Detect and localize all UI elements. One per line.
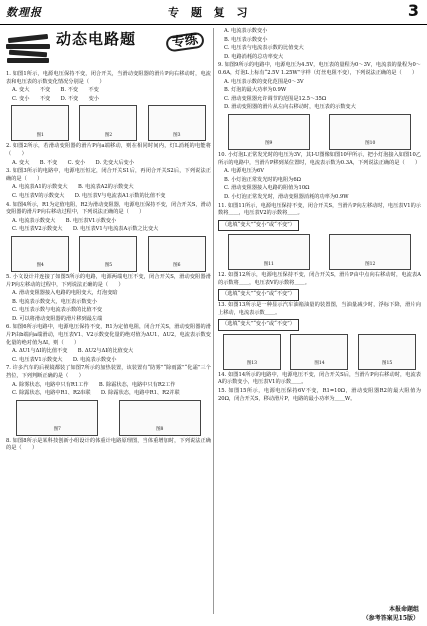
- footer-answer-note: （参考答案见15版）: [362, 615, 419, 622]
- circuit-figure: [329, 114, 411, 150]
- answer-option: C. 电压表V1示数变大 D. 电流表示数变小: [12, 356, 117, 363]
- answer-option: A. 电流表示数变大 B. 电压表V1示数变小: [12, 217, 117, 224]
- circuit-figure: [79, 105, 137, 141]
- answer-option: C. 电压表V的示数变大 D. 电压表V与电流表A1示数的比值不变: [12, 192, 166, 199]
- figure-caption: 图8: [156, 427, 164, 433]
- page-header: [0, 0, 427, 25]
- figure-row: [218, 234, 421, 270]
- figure-caption: 图15: [382, 361, 393, 367]
- figure-caption: 图6: [173, 263, 181, 269]
- figure-caption: 图9: [265, 141, 273, 147]
- figure-caption: 图10: [365, 141, 376, 147]
- figure-caption: 图4: [36, 263, 44, 269]
- figure-caption: 图7: [53, 427, 61, 433]
- answer-option: C. 除露状态，电路中R1、R2串联 D. 除霜状态，电路中R1、R2并联: [12, 390, 180, 397]
- question-text: 14. 如图14所示的电路中，电源电压不变，闭合开关S后，当滑片P向右移动时，电流表A的示数变小，电压表V1的示数＿＿。: [218, 371, 421, 386]
- left-column: [6, 28, 211, 454]
- answer-option: C. 电压表V2示数变大 D. 电压表V1与电流表A示数之比变大: [12, 226, 159, 233]
- question-text: 15. 如图15所示，电源电压保持6V不变，R1=10Ω，滑动变阻器R2的最大阻值为20Ω，闭合开关S，移动滑片P，电路的最小功率为＿＿W。: [218, 388, 421, 402]
- answer-option: A. 电压表示数的变化范围是0～3V: [224, 78, 304, 85]
- figure-caption: 图13: [246, 361, 257, 367]
- answer-option: A. 电源电压为6V: [224, 168, 265, 175]
- circuit-figure: [290, 334, 348, 370]
- answer-option: A. 电流表A1的示数变大 B. 电流表A2的示数变大: [12, 184, 134, 191]
- question-text: 6. 如图6所示电路中，电源电压保持不变，R1为定值电阻，闭合开关S，滑动变阻器的滑片P由b端向a端滑动，电压表V1、V2示数变化量的绝对值为ΔU1、ΔU2，电流表示数变化量的绝对值为ΔI，则（ ）: [6, 324, 211, 346]
- figure-row: [6, 400, 211, 436]
- question-text: 7. 许多汽车的后视镜都装了如图7所示的加热装置，该装置有“防雾”“除雨露”“化霜”三个挡位，下列判断正确的是（ ）: [6, 365, 211, 380]
- answer-option: A. 除雾状态，电路中只有R1工作 B. 除霜状态，电路中只有R2工作: [12, 381, 176, 388]
- banner-title: 动态电路题: [56, 30, 137, 48]
- answer-hint-box: （选填“变大”“变小”或“不变”）: [218, 319, 299, 331]
- books-icon: [6, 32, 52, 64]
- banner-stamp: 专练: [165, 31, 205, 52]
- figure-row: [6, 105, 211, 141]
- figure-caption: 图1: [36, 132, 44, 138]
- footer-credit: 本报命题组: [388, 606, 419, 613]
- section-title: 专 题 复 习: [168, 6, 252, 19]
- question-text: 13. 如图13所示是一种显示汽车油箱油量的装置图，当油量减少时，浮标下降，滑片向上移动，电流表示数＿＿。: [218, 302, 421, 316]
- figure-caption: 图2: [104, 132, 113, 138]
- column-divider: [213, 28, 214, 614]
- right-column: [218, 28, 421, 404]
- answer-option: D. 滑动变阻器的滑片从左向右移动时，电压表的示数变大: [224, 104, 356, 111]
- answer-option: A. 变大 不变 B. 不变 不变: [12, 87, 99, 94]
- answer-option: D. 小灯泡正常发光时，滑动变阻器消耗的功率为0.9W: [224, 193, 349, 200]
- answer-option: A. 电流表示数变小: [224, 28, 268, 34]
- question-text: 9. 如图9所示的电路中，电源电压为4.5V，电压表的量程为0～3V，电流表的量程为0～0.6A，灯泡L上标有“2.5V 1.25W”字样（灯丝电阻不变），下列说法正确的是（ ）: [218, 62, 421, 76]
- answer-option: A. 变大 B. 不变 C. 变小 D. 先变大后变小: [12, 159, 134, 166]
- answer-option: B. 小灯泡正常发光时的电阻为6Ω: [224, 176, 301, 183]
- question-text: 12. 如图12所示，电源电压保持不变，闭合开关S，滑片P由中点向右移动时，电流表A的示数将＿＿，电压表V的示数将＿＿。: [218, 272, 421, 286]
- answer-option: C. 电压表示数与电流表示数的比值不变: [12, 307, 103, 314]
- answer-hint-box: （选填“变大”“变小”或“不变”）: [218, 220, 299, 232]
- circuit-figure: [228, 114, 310, 150]
- circuit-figure: [16, 400, 98, 436]
- question-text: 8. 如图8所示是某科技创新小组设计的体重计电路原理图，当体重增加时，下列说法正确的是（ ）: [6, 437, 211, 452]
- circuit-figure: [329, 234, 411, 270]
- question-text: 10. 小灯泡L正常发光时的电压为3V，其I-U图像如图10甲所示，把小灯泡接入如图10乙所示的电路中，当滑片P移到某位置时，电流表示数为0.3A，下列说法正确的是（ ）: [218, 151, 421, 166]
- topic-banner: [6, 28, 211, 68]
- question-text: 2. 如图2所示，若滑动变阻器的滑片P向a端移动，则在相同时间内，灯L消耗的电能将（ ）: [6, 143, 211, 157]
- answer-option: C. 滑动变阻器允许调节的范围是12.5～35Ω: [224, 95, 327, 102]
- newspaper-logo: 数理报: [6, 6, 42, 19]
- answer-option: A. 滑动变阻器接入电路的电阻变大，灯泡变暗: [12, 290, 118, 297]
- circuit-figure: [358, 334, 416, 370]
- circuit-figure: [148, 236, 206, 272]
- circuit-figure: [11, 236, 69, 272]
- question-text: 3. 如图3所示的电路中，电源电压恒定，闭合开关S1后，再闭合开关S2后，下列说法正确的是（ ）: [6, 168, 211, 182]
- answer-option: C. 电压表与电流表示数的比值变大: [224, 45, 304, 52]
- question-text: 11. 如图11所示，电源电压保持不变，闭合开关S，当滑片P向左移动时，电压表V1的示数将＿＿，电压表V2的示数将＿＿。: [218, 202, 421, 217]
- question-text: 4. 如图4所示，R1为定值电阻，R2为滑动变阻器，电源电压保持不变，闭合开关S，滑动变阻器的滑片P向右移动过程中，下列说法正确的是（ ）: [6, 201, 211, 216]
- answer-option: B. 电流表示数变大，电压表示数变小: [12, 298, 97, 305]
- figure-row: [218, 334, 421, 370]
- circuit-figure: [223, 334, 281, 370]
- circuit-figure: [119, 400, 201, 436]
- circuit-figure: [148, 105, 206, 141]
- figure-caption: 图5: [104, 263, 113, 269]
- answer-option: C. 滑动变阻器接入电路的阻值为10Ω: [224, 185, 310, 192]
- figure-caption: 图12: [365, 261, 376, 267]
- figure-caption: 图11: [263, 261, 274, 267]
- figure-row: [218, 114, 421, 150]
- answer-hint-box: （选填“变大”“变小”或“不变”）: [218, 289, 299, 301]
- answer-option: B. 灯泡的最大功率为0.9W: [224, 87, 287, 94]
- answer-option: A. ΔU1与ΔI的比值不变 B. ΔU2与ΔI的比值变大: [12, 348, 134, 355]
- figure-row: [6, 236, 211, 272]
- circuit-figure: [11, 105, 69, 141]
- figure-caption: 图14: [314, 361, 325, 367]
- page-footer: [363, 604, 419, 622]
- answer-option: D. 可以将滑动变阻器的滑片移到最左端: [12, 315, 103, 322]
- figure-caption: 图3: [173, 132, 181, 138]
- answer-option: B. 电压表示数变小: [224, 36, 268, 43]
- circuit-figure: [79, 236, 137, 272]
- page-number: 3: [407, 1, 419, 20]
- circuit-figure: [228, 234, 310, 270]
- answer-option: D. 电路消耗的总功率变大: [224, 53, 284, 60]
- answer-option: C. 变小 不变 D. 不变 变小: [12, 95, 99, 102]
- question-text: 5. 小文设计并连接了如图5所示的电路，电源两端电压不变，闭合开关S，滑动变阻器滑片P向左移动的过程中，下列说法正确的是（ ）: [6, 273, 211, 288]
- question-text: 1. 如图1所示，电源电压保持不变，闭合开关，当滑动变阻器的滑片P向右移动时，电流表和电压表的示数变化情况分别是（ ）: [6, 71, 211, 85]
